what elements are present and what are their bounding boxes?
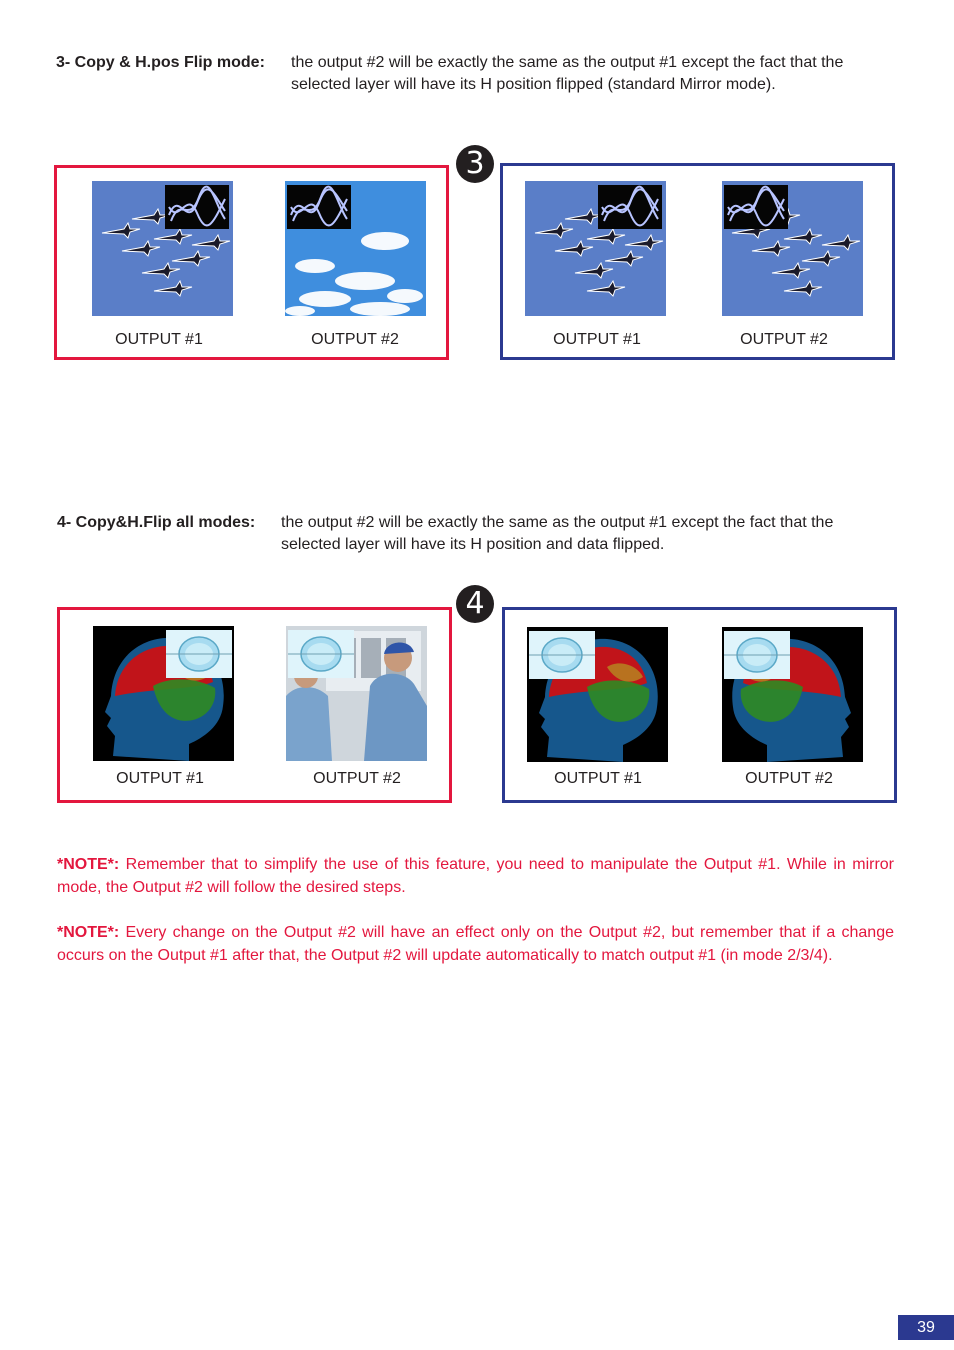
- mode-3-after-output-2-image: [722, 181, 863, 316]
- step-3-badge: 3: [456, 145, 494, 183]
- mode-3-after-output-1-caption: OUTPUT #1: [553, 331, 641, 348]
- note-2: [57, 922, 894, 967]
- mode-4-after-output-2-image: [722, 627, 863, 762]
- mode-4-after-output-2-caption: OUTPUT #2: [745, 770, 833, 787]
- step-4-badge: 4: [456, 585, 494, 623]
- mode-3-description: [56, 52, 896, 96]
- mode-3-after-output-1-image: [525, 181, 666, 316]
- mode-4-line-1: the output #2 will be exactly the same as the output #1 except the fact that the: [281, 514, 834, 531]
- mode-3-before-output-2-caption: OUTPUT #2: [311, 331, 399, 348]
- note-2-label: *NOTE*:: [57, 924, 120, 941]
- mode-4-before-output-2-caption: OUTPUT #2: [313, 770, 401, 787]
- mode-4-before-output-1-caption: OUTPUT #1: [116, 770, 204, 787]
- mode-3-after-output-2-caption: OUTPUT #2: [740, 331, 828, 348]
- mode-3-line-1: the output #2 will be exactly the same as the output #1 except the fact that the: [291, 54, 844, 71]
- mode-3-before-output-1-image: [92, 181, 233, 316]
- mode-4-line-2: selected layer will have its H position and data flipped.: [281, 536, 665, 553]
- mode-4-after-output-1-caption: OUTPUT #1: [554, 770, 642, 787]
- note-1-text: Remember that to simplify the use of this feature, you need to manipulate the Output #1. While in mirror mode, the Output #2 will follow the desired steps.: [57, 856, 894, 896]
- page-number: 39: [898, 1315, 954, 1340]
- note-1: [57, 854, 894, 899]
- mode-4-before-output-1-image: [93, 626, 234, 761]
- mode-3-before-output-2-image: [285, 181, 426, 316]
- note-1-label: *NOTE*:: [57, 856, 120, 873]
- mode-3-line-2: selected layer will have its H position flipped (standard Mirror mode).: [291, 76, 776, 93]
- mode-4-after-output-1-image: [527, 627, 668, 762]
- mode-4-description: [57, 512, 897, 556]
- mode-4-label: 4- Copy&H.Flip all modes:: [57, 514, 256, 531]
- mode-4-before-output-2-image: [286, 626, 427, 761]
- note-2-text: Every change on the Output #2 will have an effect only on the Output #2, but remember that if a change occurs on the Output #1 after that, the Output #2 will update automatically to match output #1 (in mode 2/3/4).: [57, 924, 894, 964]
- mode-3-label: 3- Copy & H.pos Flip mode:: [56, 54, 265, 71]
- mode-3-before-output-1-caption: OUTPUT #1: [115, 331, 203, 348]
